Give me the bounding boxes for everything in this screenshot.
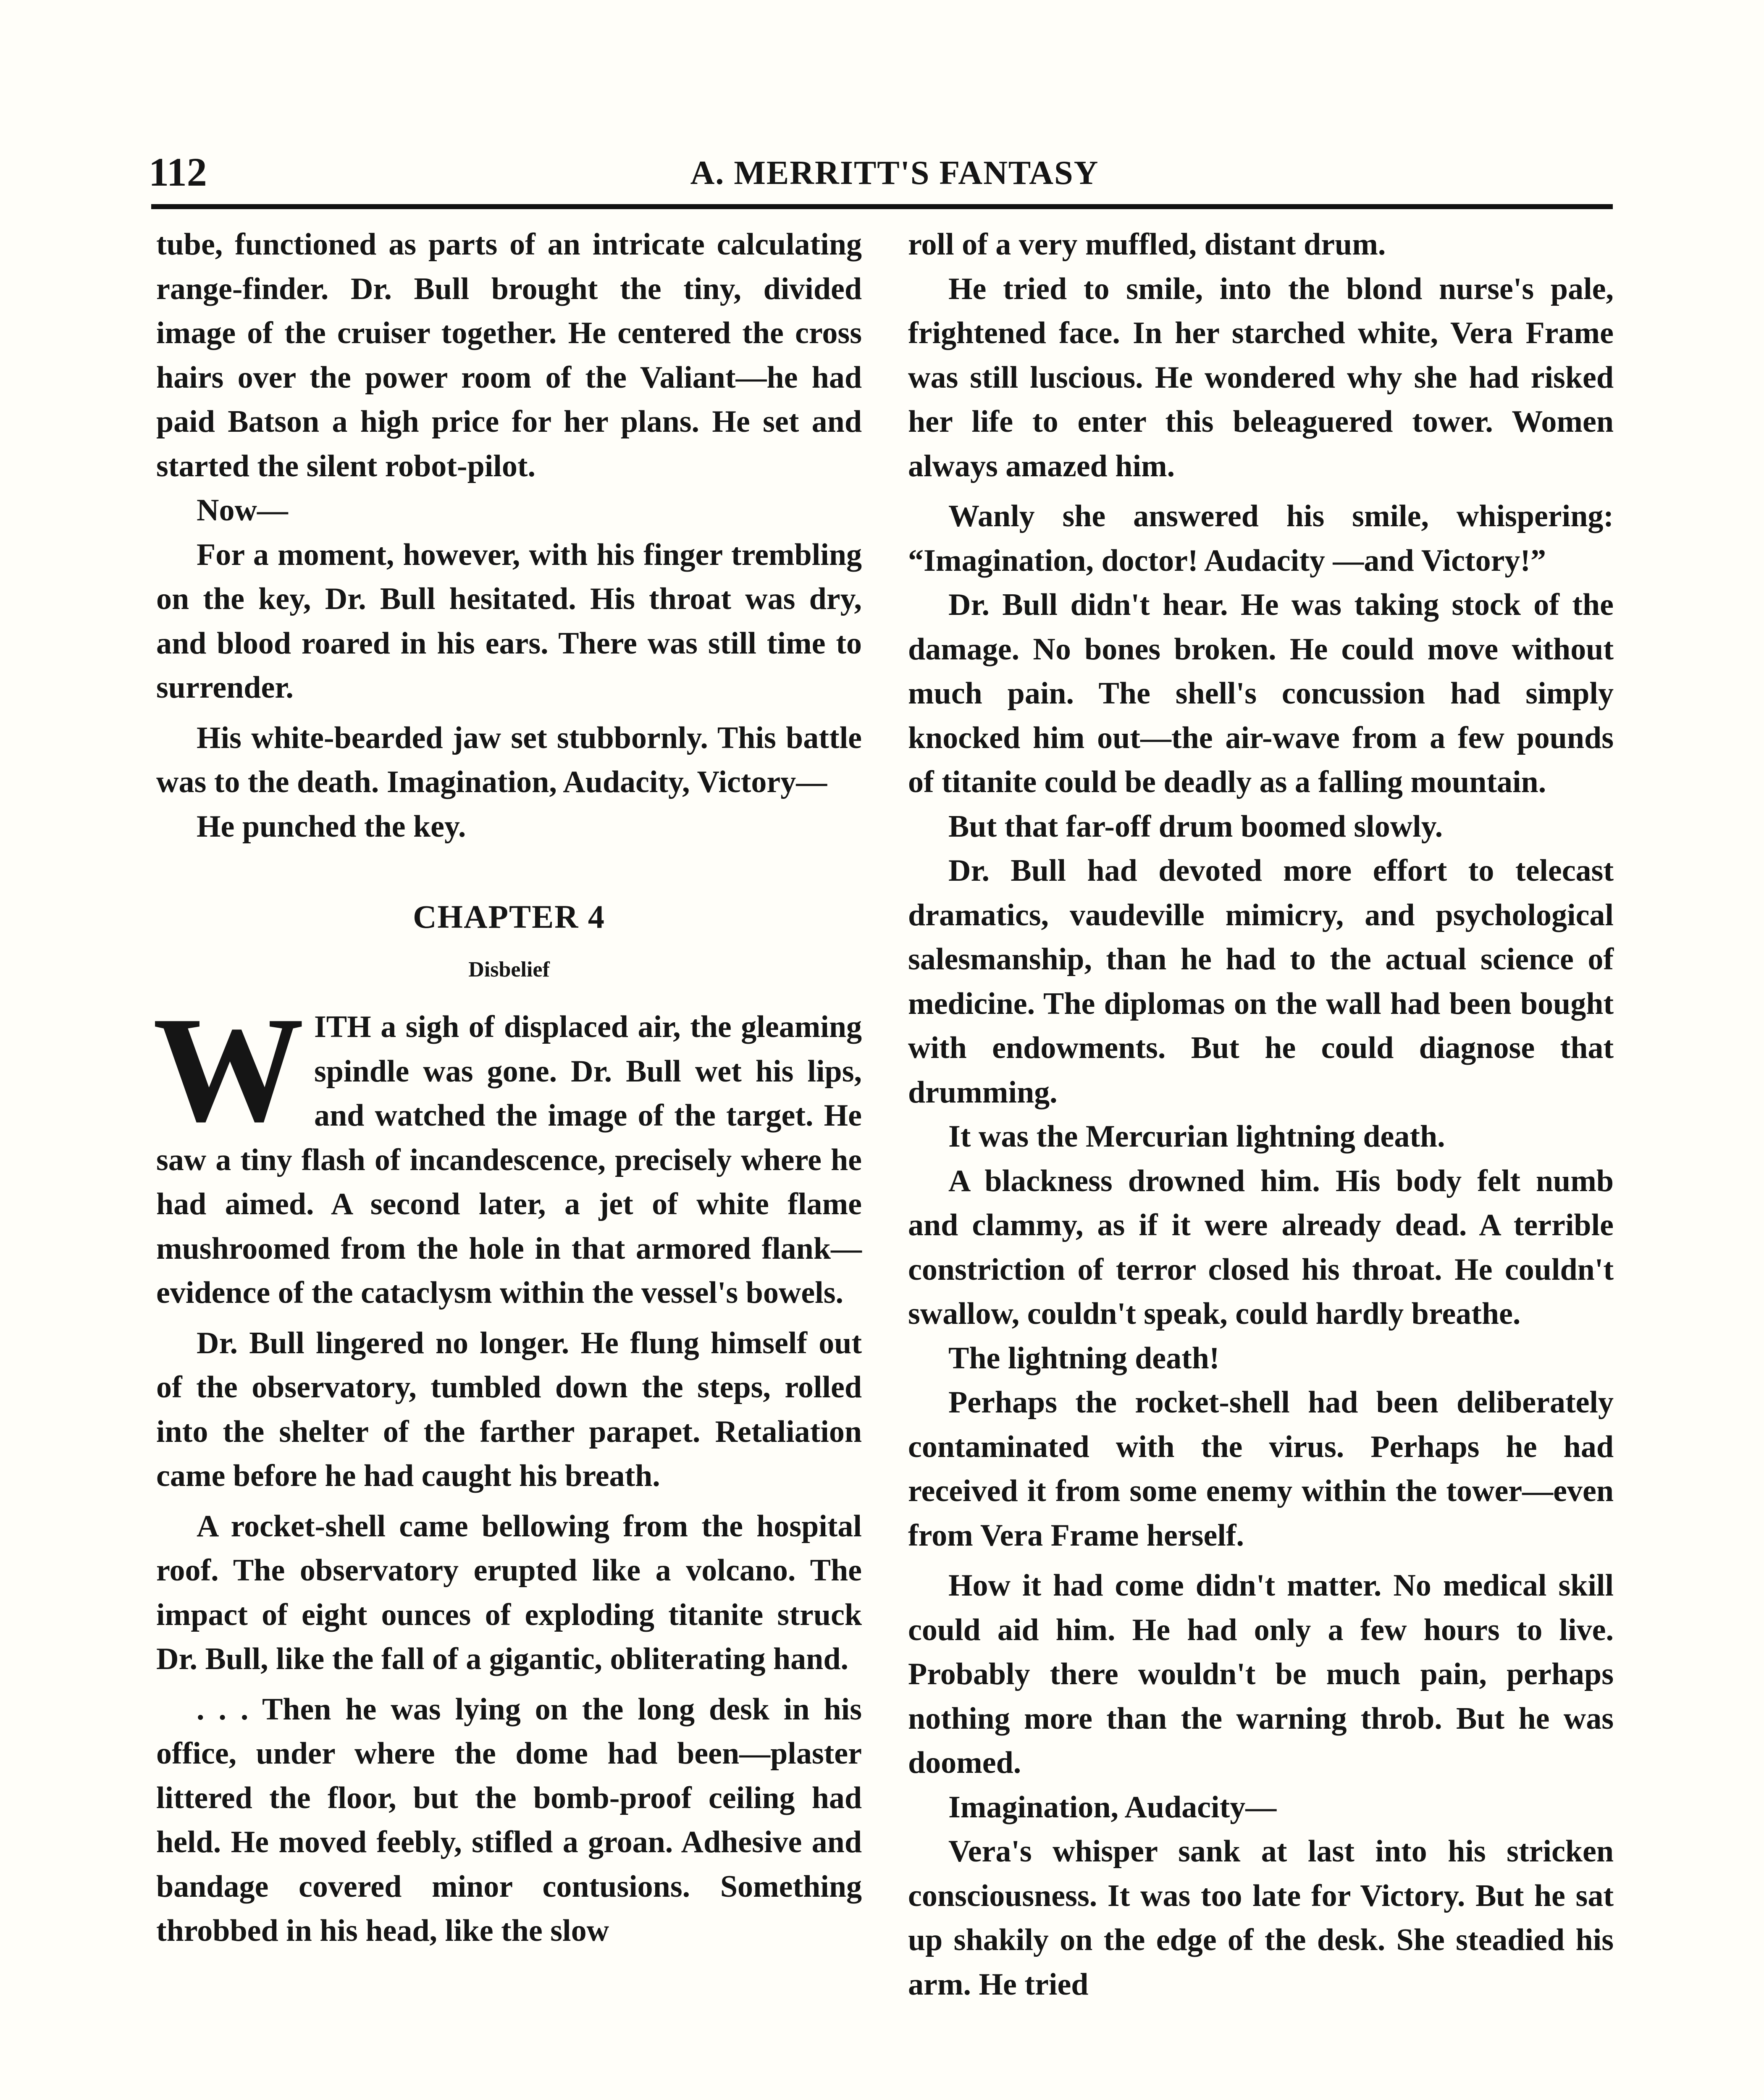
paragraph: Vera's whisper sank at last into his stricken consciousness. It was too late for Victory. But he sat up shakily on the edge of the desk. She steadied his arm. He tried bbox=[908, 1834, 1614, 2002]
chapter-title: CHAPTER 4 bbox=[413, 898, 605, 935]
paragraph: Imagination, Audacity— bbox=[948, 1790, 1277, 1824]
running-title: A. MERRITT'S FANTASY bbox=[690, 155, 1099, 192]
paragraph: Dr. Bull had devoted more effort to telecast dramatics, vaudeville mimicry, and psychological salesmanship, than he had to the actual science of medicine. The diplomas on the wall had been bought with endowments. But he could diagnose that drumming. bbox=[908, 853, 1614, 1110]
paragraph: He punched the key. bbox=[197, 809, 466, 844]
page-number: 112 bbox=[149, 150, 207, 194]
paragraph: Now— bbox=[197, 493, 288, 528]
left-column bbox=[153, 223, 862, 1953]
chapter-opening-paragraph bbox=[153, 985, 862, 1315]
paragraph: His white-bearded jaw set stubbornly. This battle was to the death. Imagination, Audacity, Victory— bbox=[156, 720, 862, 799]
paragraph: Dr. Bull lingered no longer. He flung himself out of the observatory, tumbled down the steps, rolled into the shelter of the farther parapet. Retaliation came before he had caught his breath. bbox=[156, 1326, 862, 1493]
right-column bbox=[908, 223, 1614, 2007]
paragraph: But that far-off drum boomed slowly. bbox=[948, 809, 1443, 844]
paragraph: Dr. Bull didn't hear. He was taking stock of the damage. No bones broken. He could move without much pain. The shell's concussion had simply knocked him out—the air-wave from a few pounds of titanite could be deadly as a falling mountain. bbox=[908, 588, 1614, 799]
paragraph: tube, functioned as parts of an intricate calculating range-finder. Dr. Bull brought the tiny, divided image of the cruiser together. He centered the cross hairs over the power room of the Valiant—he had paid Batson a high price for her plans. He set and started the silent robot-pilot. bbox=[156, 227, 862, 483]
paragraph: Wanly she answered his smile, whispering: “Imagination, doctor! Audacity —and Victory!” bbox=[908, 499, 1614, 578]
chapter-subtitle: Disbelief bbox=[468, 958, 550, 982]
paragraph: It was the Mercurian lightning death. bbox=[948, 1119, 1445, 1154]
paragraph: He tried to smile, into the blond nurse's pale, frightened face. In her starched white, Vera Frame was still luscious. He wondered why she had risked her life to enter this beleaguered tower. Women always amazed him. bbox=[908, 271, 1614, 483]
opening-text: ITH a sigh of displaced air, the gleaming spindle was gone. Dr. Bull wet his lips, and watched the image of the target. He saw a tiny flash of incandescence, precisely where he had aimed. A second later, a jet of white flame mushroomed from the hole in that armored flank—evidence of the cataclysm within the vessel's bowels. bbox=[156, 1010, 862, 1310]
paragraph: roll of a very muffled, distant drum. bbox=[908, 227, 1386, 262]
paragraph: . . . Then he was lying on the long desk in his office, under where the dome had been—plaster littered the floor, but the bomb-proof ceiling had held. He moved feebly, stifled a groan. Adhesive and bandage covered minor contusions. Something throbbed in his head, like the slow bbox=[156, 1692, 862, 1948]
dropcap: W bbox=[153, 985, 304, 1153]
paragraph: A blackness drowned him. His body felt numb and clammy, as if it were already dead. A terrible constriction of terror closed his throat. He couldn't swallow, couldn't speak, could hardly breathe. bbox=[908, 1163, 1614, 1331]
paragraph: The lightning death! bbox=[948, 1341, 1220, 1376]
paragraph: Perhaps the rocket-shell had been deliberately contaminated with the virus. Perhaps he had received it from some enemy within the tower—even from Vera Frame herself. bbox=[908, 1385, 1614, 1553]
header-rule bbox=[151, 204, 1613, 209]
paragraph: For a moment, however, with his finger trembling on the key, Dr. Bull hesitated. His throat was dry, and blood roared in his ears. There was still time to surrender. bbox=[156, 537, 862, 705]
paragraph: A rocket-shell came bellowing from the hospital roof. The observatory erupted like a volcano. The impact of eight ounces of exploding titanite struck Dr. Bull, like the fall of a gigantic, obliterating hand. bbox=[156, 1509, 862, 1676]
paragraph: How it had come didn't matter. No medical skill could aid him. He had only a few hours to live. Probably there wouldn't be much pain, perhaps nothing more than the warning throb. But he was doomed. bbox=[908, 1568, 1614, 1780]
